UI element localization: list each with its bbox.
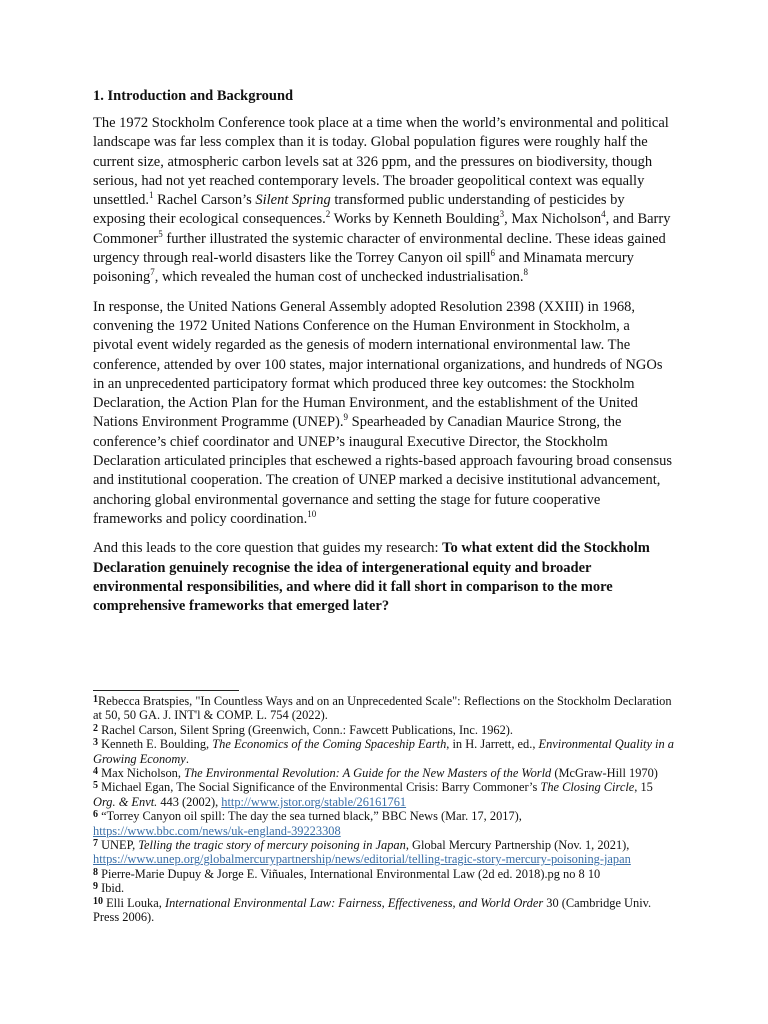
footnote-4: $^4$ Max Nicholson, The Environmental Revolution: A Guide for the New Masters of the World (McGraw-Hill 1970) xyxy=(93,766,658,781)
footnote-3: $^3$ Kenneth E. Boulding, The Economics of the Coming Spaceship Earth, in H. Jarrett, ed., Environmental Quality in a Growing Economy. xyxy=(93,737,674,766)
footnote-separator xyxy=(93,690,239,691)
footnote-ref-4[interactable]: 4 xyxy=(601,209,606,220)
footnote-ref-7[interactable]: 7 xyxy=(150,267,155,278)
footnote-ref-3[interactable]: 3 xyxy=(499,209,505,220)
paragraph-2: In response, the United Nations General Assembly adopted Resolution 2398 (XXIII) in 1968, convening the 1972 United Nations Conference on the Human Environment in Stockholm, a pivotal event widely regarded as the genesis of modern international environmental law. The conference, attended by over 100 states, major international organizations, and hundreds of NGOs in an unprecedented participatory format which produced three key outcomes: the Stockholm Declaration, the Action Plan for the Human Environment, and the establishment of the United Nations Environment Programme (UNEP).$^9$ Spearheaded by Canadian Maurice Strong, the conference’s chief coordinator and UNEP’s inaugural Executive Director, the Stockholm Declaration articulated principles that eschewed a rights-based approach favouring broad consensus and institutional cooperation. The creation of UNEP marked a decisive institutional advancement, anchoring global environmental governance and setting the stage for future cooperative frameworks and policy coordination.$^{10}$ xyxy=(93,298,672,527)
footnote-6-link[interactable]: https://www.bbc.com/news/uk-england-39223308 xyxy=(93,823,341,838)
document-body xyxy=(93,86,673,626)
footnote-5: $^5$ Michael Egan, The Social Significance of the Environmental Crisis: Barry Commoner’s The Closing Circle, 15 Org. & Envt. 443 (2002), http://www.jstor.org/stable/26161761 xyxy=(93,780,653,809)
footnote-ref-6[interactable]: 6 xyxy=(490,248,496,259)
footnote-ref-9[interactable]: 9 xyxy=(343,412,348,423)
footnote-ref-10[interactable]: 10 xyxy=(307,509,317,520)
footnote-8: $^8$ Pierre-Marie Dupuy & Jorge E. Viñuales, International Environmental Law (2d ed. 2018).pg no 8 10 xyxy=(93,866,601,881)
footnote-7-link[interactable]: https://www.unep.org/globalmercurypartnership/news/editorial/telling-tragic-story-mercury-poisoning-japan xyxy=(93,852,631,867)
section-heading: 1. Introduction and Background xyxy=(93,88,294,104)
footnote-9: $^9$ Ibid. xyxy=(93,881,125,896)
footnote-ref-1[interactable]: 1 xyxy=(148,190,154,201)
paragraph-3: And this leads to the core question that guides my research: To what extent did the Stockholm Declaration genuinely recognise the idea of intergenerational equity and broader environmental responsibilities, and where did it fall short in comparison to the more comprehensive frameworks that emerged later? xyxy=(93,540,650,615)
paragraph-1: The 1972 Stockholm Conference took place at a time when the world’s environmental and political landscape was far less complex than it is today. Global population figures were roughly half the current size, atmospheric carbon levels sat at 326 ppm, and the pressures on biodiversity, though serious, had not yet reached contemporary levels. The broader geopolitical context was equally unsettled.$^1$ Rachel Carson’s Silent Spring transformed public understanding of pesticides by exposing their ecological consequences.$^2$ Works by Kenneth Boulding$^3$, Max Nicholson$^4$, and Barry Commoner$^5$ further illustrated the systemic character of environmental decline. These ideas gained urgency through real-world disasters like the Torrey Canyon oil spill$^6$ and Minamata mercury poisoning$^7$, which revealed the human cost of unchecked industrialisation.$^8$ xyxy=(93,115,671,286)
footnote-2: $^2$ Rachel Carson, Silent Spring (Greenwich, Conn.: Fawcett Publications, Inc. 1962). xyxy=(93,722,514,737)
footnote-5-link[interactable]: http://www.jstor.org/stable/26161761 xyxy=(221,794,407,809)
footnote-7: $^7$ UNEP, Telling the tragic story of mercury poisoning in Japan, Global Mercury Partnership (Nov. 1, 2021), https://www.unep.org/globalmercurypartnership/news/editorial/telling-tragic-story-mercury-poisoning-japan xyxy=(93,838,631,867)
research-question: To what extent did the Stockholm Declaration genuinely recognise the idea of intergenerational equity and broader environmental responsibilities, and where did it fall short in comparison to the more comprehensive frameworks that emerged later? xyxy=(93,540,650,615)
footnote-ref-5[interactable]: 5 xyxy=(158,228,163,239)
footnote-ref-2[interactable]: 2 xyxy=(325,209,331,220)
footnote-ref-8[interactable]: 8 xyxy=(523,267,529,278)
footnote-10: $^{10}$ Elli Louka, International Environmental Law: Fairness, Effectiveness, and World Order 30 (Cambridge Univ. Press 2006). xyxy=(93,895,652,925)
footnotes xyxy=(93,694,678,925)
footnote-1: $^1$Rebecca Bratspies, "In Countless Ways and on an Unprecedented Scale": Reflections on the Stockholm Declaration at 50, 50 GA. J. INT'l & COMP. L. 754 (2022). xyxy=(93,694,672,723)
footnote-6: $^6$ “Torrey Canyon oil spill: The day the sea turned black,” BBC News (Mar. 17, 2017), https://www.bbc.com/news/uk-england-39223308 xyxy=(93,809,522,838)
